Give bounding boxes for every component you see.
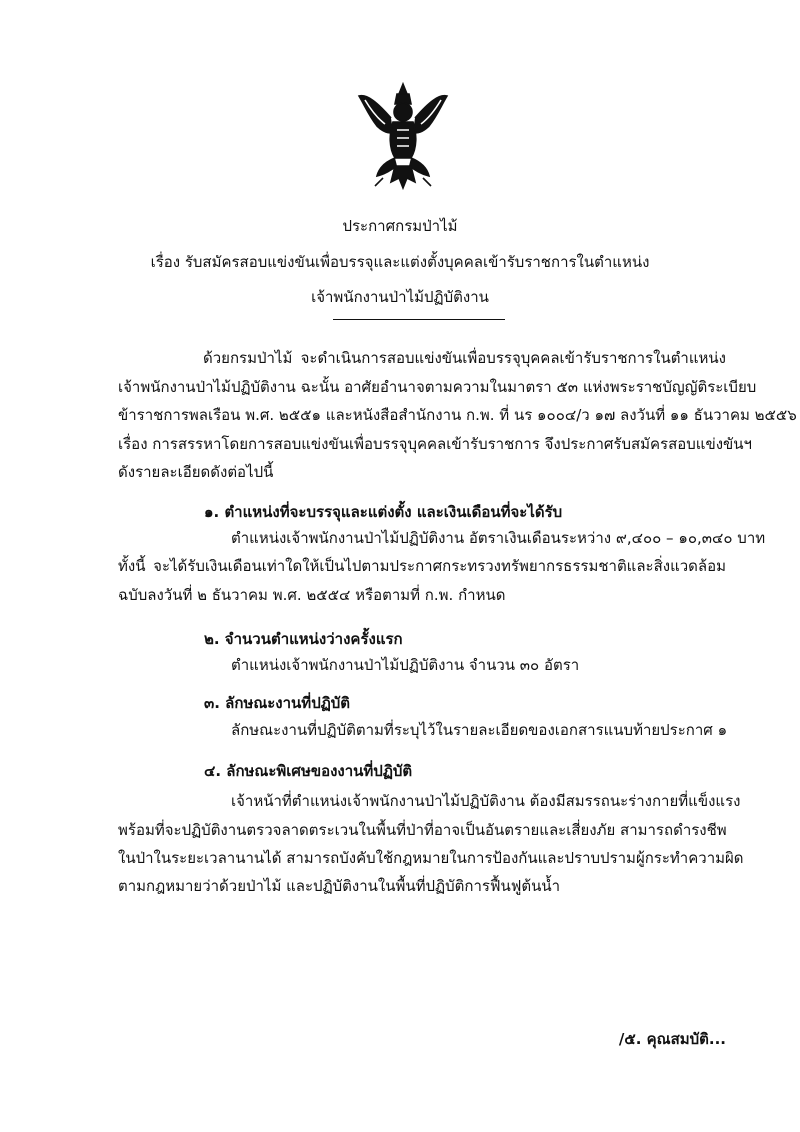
section-line: ฉบับลงวันที่ ๒ ธันวาคม พ.ศ. ๒๕๕๔ หรือตามที่ ก.พ. กำหนด [118,586,506,604]
intro-line: เรื่อง การสรรหาโดยการสอบแข่งขันเพื่อบรรจุบุคคลเข้ารับราชการ จึงประกาศรับสมัครสอบแข่งขันฯ [118,435,752,453]
section-line: พร้อมที่จะปฏิบัติงานตรวจลาดตระเวนในพื้นที่ป่าที่อาจเป็นอันตรายและเสี่ยงภัย สามารถดำรงชีพ [118,821,727,839]
section-heading: ๒. จำนวนตำแหน่งว่างครั้งแรก [204,630,403,648]
title-divider [333,319,505,320]
section-heading: ๑. ตำแหน่งที่จะบรรจุและแต่งตั้ง และเงินเดือนที่จะได้รับ [204,503,563,521]
garuda-emblem-icon [355,82,451,192]
section-line: ตำแหน่งเจ้าพนักงานป่าไม้ปฏิบัติงาน อัตราเงินเดือนระหว่าง ๙,๔๐๐ – ๑๐,๓๔๐ บาท [231,529,766,547]
announcement-position: เจ้าพนักงานป่าไม้ปฏิบัติงาน [311,288,489,306]
intro-line: เจ้าพนักงานป่าไม้ปฏิบัติงาน ฉะนั้น อาศัยอำนาจตามความในมาตรา ๕๓ แห่งพระราชบัญญัติระเบียบ [118,378,757,396]
intro-line: ดังรายละเอียดดังต่อไปนี้ [118,463,274,481]
section-line: เจ้าหน้าที่ตำแหน่งเจ้าพนักงานป่าไม้ปฏิบัติงาน ต้องมีสมรรถนะร่างกายที่แข็งแรง [231,792,741,810]
section-line: ตำแหน่งเจ้าพนักงานป่าไม้ปฏิบัติงาน จำนวน ๓๐ อัตรา [231,656,580,674]
section-heading: ๓. ลักษณะงานที่ปฏิบัติ [204,694,351,712]
announcement-subject: เรื่อง รับสมัครสอบแข่งขันเพื่อบรรจุและแต่งตั้งบุคคลเข้ารับราชการในตำแหน่ง [150,253,650,271]
intro-line: ด้วยกรมป่าไม้ จะดำเนินการสอบแข่งขันเพื่อบรรจุบุคคลเข้ารับราชการในตำแหน่ง [203,349,726,367]
section-line: ตามกฎหมายว่าด้วยป่าไม้ และปฏิบัติงานในพื้นที่ปฏิบัติการฟื้นฟูต้นน้ำ [118,877,561,895]
continuation-marker: /๕. คุณสมบัติ... [618,1030,726,1048]
announcement-title: ประกาศกรมป่าไม้ [342,217,458,235]
section-heading: ๔. ลักษณะพิเศษของงานที่ปฏิบัติ [204,762,413,780]
section-line: ลักษณะงานที่ปฏิบัติตามที่ระบุไว้ในรายละเอียดของเอกสารแนบท้ายประกาศ ๑ [231,721,728,739]
intro-line: ข้าราชการพลเรือน พ.ศ. ๒๕๕๑ และหนังสือสำนักงาน ก.พ. ที่ นร ๑๐๐๔/ว ๑๗ ลงวันที่ ๑๑ ธันวาคม ๒๕๕๖ [118,406,797,424]
section-line: ทั้งนี้ จะได้รับเงินเดือนเท่าใดให้เป็นไปตามประกาศกระทรวงทรัพยากรธรรมชาติและสิ่งแวดล้อม [118,557,726,575]
section-line: ในป่าในระยะเวลานานได้ สามารถบังคับใช้กฎหมายในการป้องกันและปราบปรามผู้กระทำความผิด [118,849,744,867]
